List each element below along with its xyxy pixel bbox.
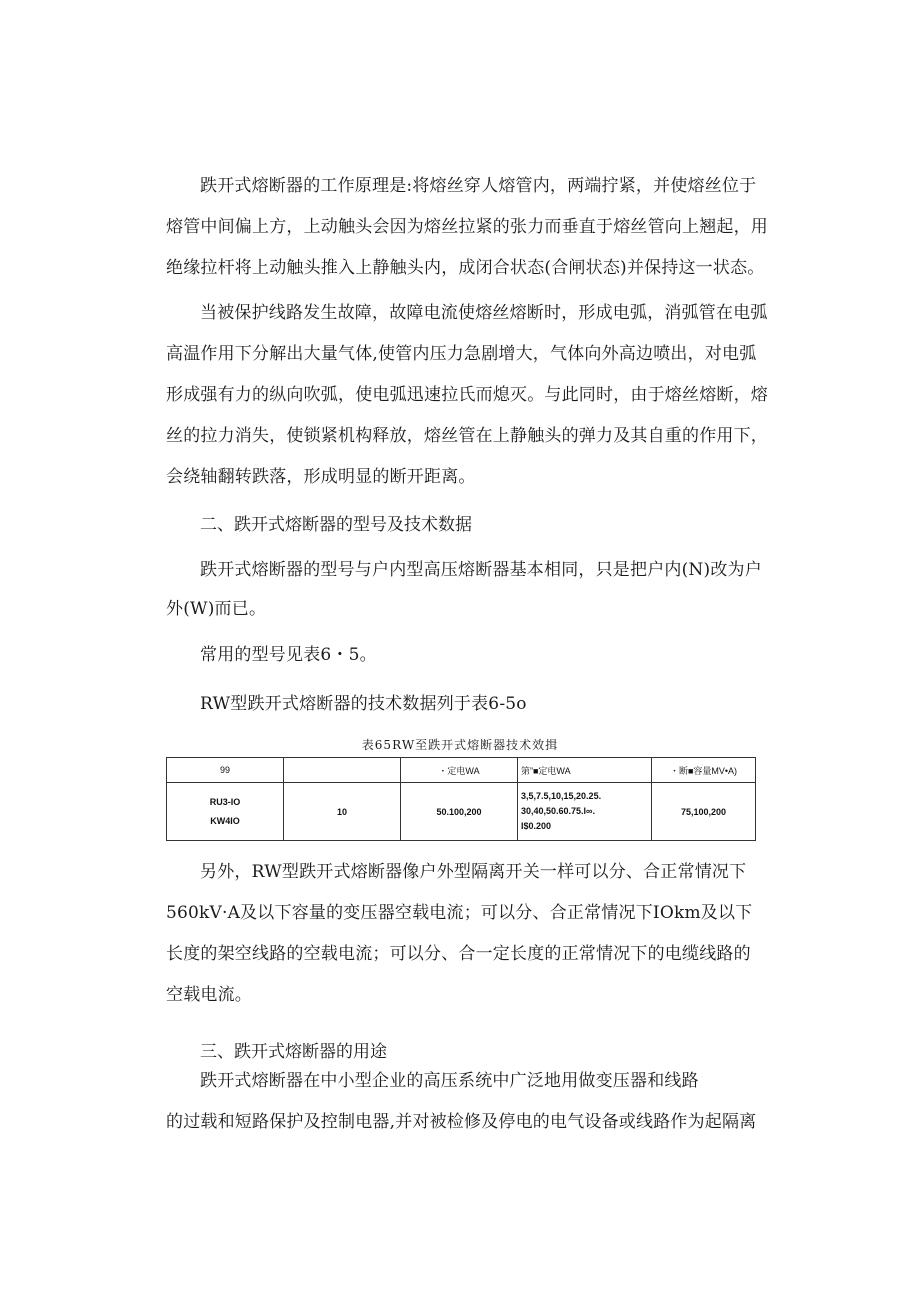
- paragraph7-line1: 跌开式熔断器在中小型企业的高压系统中广泛地用做变压器和线路: [200, 1071, 699, 1091]
- table-caption: 表65RW至跌开式熔断器技术效揖: [361, 738, 559, 752]
- section-heading-model: 二、跌开式熔断器的型号及技术数据: [200, 515, 472, 535]
- header-voltage: [284, 758, 401, 783]
- cell-fuse-current: [518, 783, 652, 841]
- header-breaking-capacity: ・断■容量MV•A): [652, 758, 756, 783]
- technical-data-table: [166, 757, 756, 841]
- paragraph5: RW型跌开式熔断器的技术数据列于表6-5o: [200, 694, 527, 714]
- paragraph2-line2: 高温作用下分解出大量气体,使管内压力急剧增大，气体向外高边喷出，对电弧: [166, 344, 757, 364]
- cell-rated-current: 50.100,200: [401, 783, 518, 841]
- cell-voltage: 10: [284, 783, 401, 841]
- paragraph6-line4: 空载电流。: [166, 985, 252, 1005]
- cell-breaking-capacity: 75,100,200: [652, 783, 756, 841]
- paragraph2-line3: 形成强有力的纵向吹弧，使电弧迅速拉氏而熄灭。与此同时，由于熔丝熔断，熔: [166, 385, 768, 405]
- fuse-current-line-3: I$0.200: [521, 821, 552, 831]
- paragraph1-line2: 熔管中间偏上方，上动触头会因为熔丝拉紧的张力而垂直于熔丝管向上翘起，用: [166, 217, 768, 237]
- paragraph1-line3: 绝缘拉杆将上动触头推入上静触头内，成闭合状态(合闸状态)并保持这一状态。: [166, 258, 765, 278]
- model-line-2: KW4IO: [210, 815, 240, 826]
- paragraph2-line4: 丝的拉力消失，使锁紧机构释放，熔丝管在上静触头的弹力及其自重的作用下，: [166, 426, 768, 446]
- model-line-1: RU3-IO: [209, 796, 241, 807]
- section-heading-usage: 三、跌开式熔断器的用途: [200, 1042, 387, 1062]
- paragraph1-line1: 跌开式熔断器的工作原理是:将熔丝穿人熔管内，两端拧紧，并使熔丝位于: [200, 176, 757, 196]
- paragraph6-line1: 另外，RW型跌开式熔断器像户外型隔离开关一样可以分、合正常情况下: [200, 862, 747, 882]
- paragraph3-line1: 跌开式熔断器的型号与户内型高压熔断器基本相同，只是把户内(N)改为户: [200, 560, 762, 580]
- fuse-current-line-1: 3,5,7.5,10,15,20.25.: [521, 791, 602, 801]
- header-fuse-current: 第”■定电WA: [518, 758, 652, 783]
- header-rated-current: ・定电WA: [401, 758, 518, 783]
- cell-model: [167, 783, 284, 841]
- paragraph2-line1: 当被保护线路发生故障，故障电流使熔丝熔断时，形成电弧，消弧管在电弧: [200, 303, 768, 323]
- table-row: [167, 783, 756, 841]
- paragraph2-line5: 会绕轴翻转跌落，形成明显的断开距离。: [166, 467, 476, 487]
- header-model: 99: [167, 758, 284, 783]
- fuse-current-line-2: 30,40,50.60.75.l∞.: [521, 806, 595, 816]
- paragraph4: 常用的型号见表6・5。: [200, 645, 377, 665]
- paragraph7-line2: 的过载和短路保护及控制电器,并对被检修及停电的电气设备或线路作为起隔离: [166, 1112, 757, 1132]
- paragraph3-line2: 外(W)而已。: [166, 599, 267, 619]
- paragraph6-line2: 560kV·A及以下容量的变压器空载电流；可以分、合正常情况下IOkm及以下: [166, 903, 753, 923]
- paragraph6-line3: 长度的架空线路的空载电流；可以分、合一定长度的正常情况下的电缆线路的: [166, 944, 751, 964]
- table-header-row: [167, 758, 756, 783]
